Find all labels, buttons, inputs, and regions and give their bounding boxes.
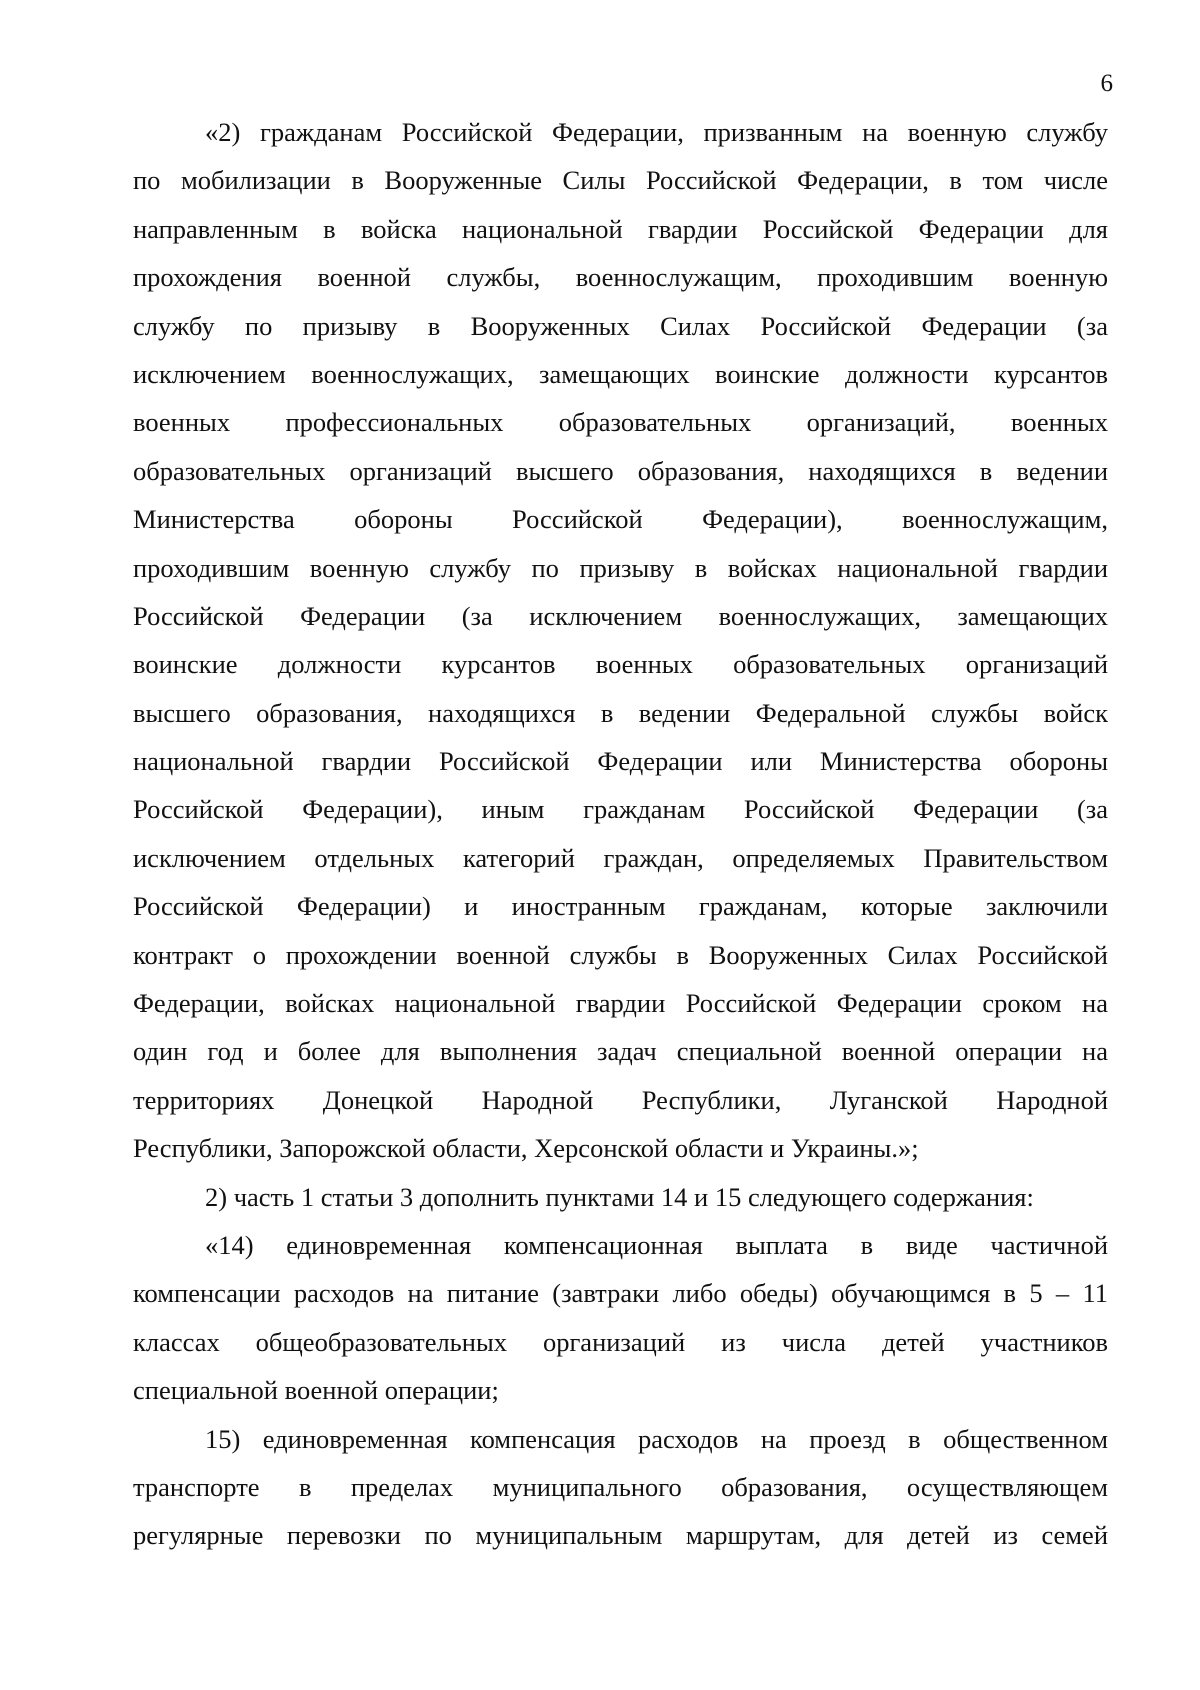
text-line: образовательных организаций высшего образования, находящихся в ведении	[133, 455, 1108, 486]
text-line: регулярные перевозки по муниципальным маршрутам, для детей из семей	[133, 1520, 1108, 1551]
text-line: Федерации, войсках национальной гвардии Российской Федерации сроком на	[133, 988, 1108, 1019]
text-line: территориях Донецкой Народной Республики, Луганской Народной	[133, 1084, 1108, 1115]
text-line: проходившим военную службу по призыву в войсках национальной гвардии	[133, 552, 1108, 583]
text-line: Республики, Запорожской области, Херсонской области и Украины.»;	[133, 1133, 919, 1164]
text-line: компенсации расходов на питание (завтраки либо обеды) обучающимся в 5 – 11	[133, 1278, 1108, 1309]
text-line: национальной гвардии Российской Федерации или Министерства обороны	[133, 746, 1108, 777]
paragraph	[133, 1221, 1108, 1415]
paragraph	[133, 1173, 1108, 1221]
text-line: специальной военной операции;	[133, 1375, 499, 1406]
text-line: «2) гражданам Российской Федерации, призванным на военную службу	[205, 117, 1108, 147]
text-line: исключением отдельных категорий граждан, определяемых Правительством	[133, 842, 1108, 873]
text-line: транспорте в пределах муниципального образования, осуществляющем	[133, 1471, 1108, 1502]
text-line: прохождения военной службы, военнослужащим, проходившим военную	[133, 262, 1108, 293]
text-line: высшего образования, находящихся в ведении Федеральной службы войск	[133, 697, 1108, 728]
text-line: контракт о прохождении военной службы в Вооруженных Силах Российской	[133, 939, 1108, 970]
text-line: Министерства обороны Российской Федерации), военнослужащим,	[133, 504, 1108, 535]
text-line: один год и более для выполнения задач специальной военной операции на	[133, 1036, 1108, 1067]
text-line: военных профессиональных образовательных организаций, военных	[133, 407, 1108, 438]
text-line: исключением военнослужащих, замещающих воинские должности курсантов	[133, 358, 1108, 389]
document-body	[133, 108, 1108, 1560]
text-line: Российской Федерации) и иностранным гражданам, которые заключили	[133, 891, 1108, 922]
paragraph	[133, 1415, 1108, 1560]
text-line: службу по призыву в Вооруженных Силах Российской Федерации (за	[133, 310, 1108, 341]
text-line: по мобилизации в Вооруженные Силы Российской Федерации, в том числе	[133, 165, 1108, 196]
page-number: 6	[1100, 70, 1113, 97]
text-line: 15) единовременная компенсация расходов на проезд в общественном	[205, 1423, 1108, 1454]
text-line: Российской Федерации), иным гражданам Российской Федерации (за	[133, 794, 1108, 825]
text-line: классах общеобразовательных организаций из числа детей участников	[133, 1326, 1108, 1357]
paragraph	[133, 108, 1108, 1173]
text-line: Российской Федерации (за исключением военнослужащих, замещающих	[133, 600, 1108, 631]
text-line: «14) единовременная компенсационная выплата в виде частичной	[205, 1229, 1108, 1260]
text-line: 2) часть 1 статьи 3 дополнить пунктами 14 и 15 следующего содержания:	[205, 1181, 1034, 1212]
text-line: направленным в войска национальной гвардии Российской Федерации для	[133, 213, 1108, 244]
text-line: воинские должности курсантов военных образовательных организаций	[133, 649, 1108, 680]
